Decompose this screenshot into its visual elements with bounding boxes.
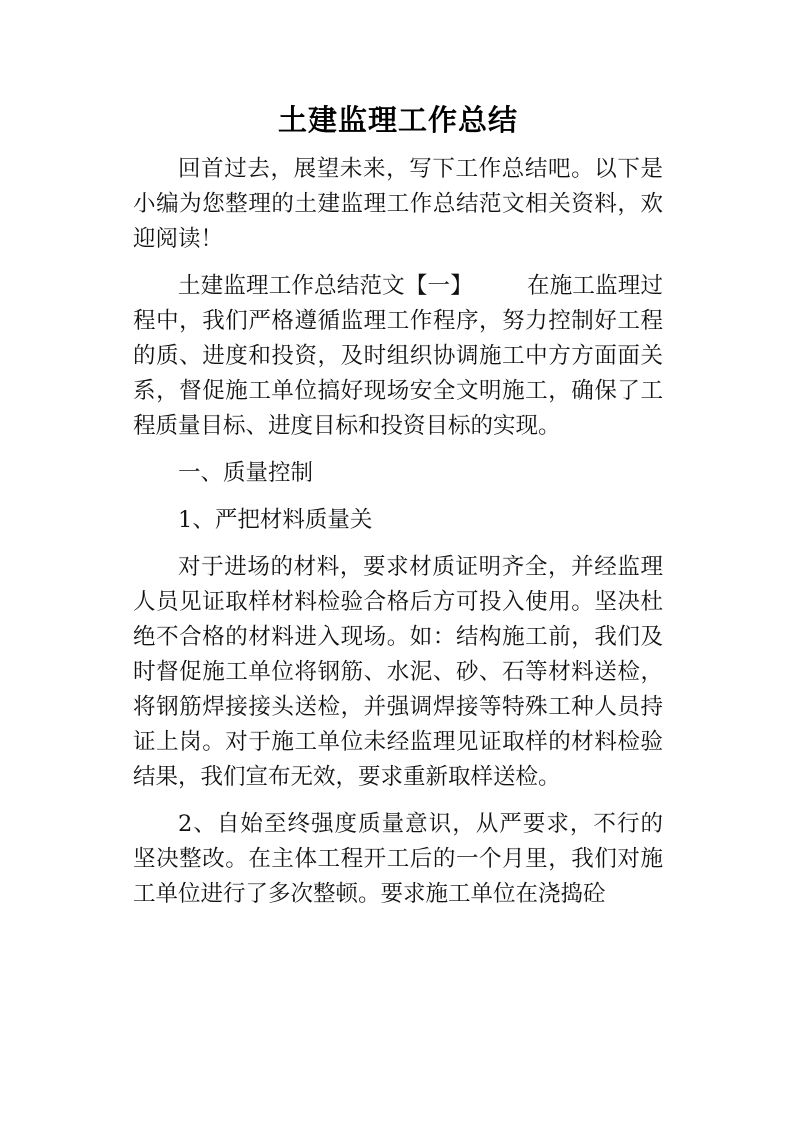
- subitem-2-body: 2、自始至终强度质量意识，从严要求，不行的坚决整改。在主体工程开工后的一个月里，我们对施工单位进行了多次整顿。要求施工单位在浇捣砼: [133, 811, 663, 907]
- intro-paragraph: 回首过去，展望未来，写下工作总结吧。以下是小编为您整理的土建监理工作总结范文相关资料，欢迎阅读！: [133, 156, 663, 252]
- section-opening: 在施工监理过程中，我们严格遵循监理工作程序，努力控制好工程的质、进度和投资，及时组织协调施工中方方面面关系，督促施工单位搞好现场安全文明施工，确保了工程质量目标、进度目标和投资目标的实现。: [133, 273, 663, 439]
- document-body: [133, 98, 663, 912]
- subitem-1-heading: 1、严把材料质量关: [178, 507, 373, 533]
- document-title: 土建监理工作总结: [277, 103, 518, 137]
- item-heading: 一、质量控制: [178, 460, 314, 486]
- section-heading: 土建监理工作总结范文【一】: [178, 273, 473, 299]
- section-paragraph: [133, 269, 663, 444]
- subitem-1-body: 对于进场的材料，要求材质证明齐全，并经监理人员见证取样材料检验合格后方可投入使用。坚决杜绝不合格的材料进入现场。如：结构施工前，我们及时督促施工单位将钢筋、水泥、砂、石等材料送检，将钢筋焊接接头送检，并强调焊接等特殊工种人员持证上岗。对于施工单位未经监理见证取样的材料检验结果，我们宣布无效，要求重新取样送检。: [133, 554, 663, 790]
